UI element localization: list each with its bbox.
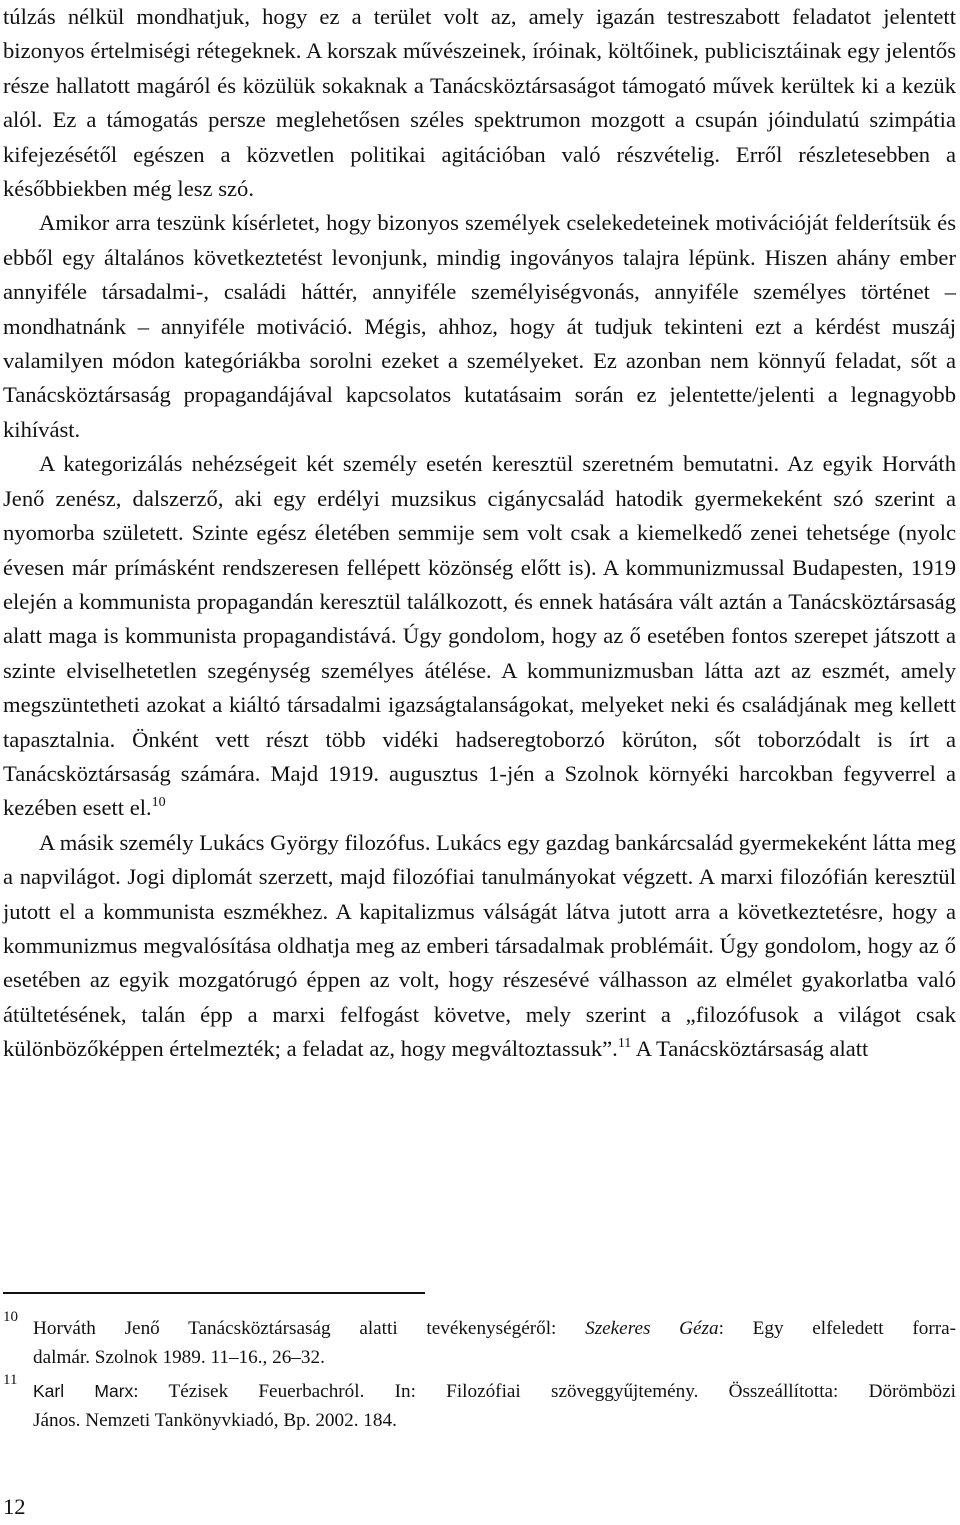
footnote-author: Karl Marx bbox=[33, 1381, 134, 1401]
paragraph-4 bbox=[3, 826, 956, 1067]
paragraph-3 bbox=[3, 447, 956, 825]
footnote-10 bbox=[3, 1309, 956, 1372]
footnote-line: dalmár. Szolnok 1989. 11–16., 26–32. bbox=[33, 1347, 325, 1368]
footnote-number: 11 bbox=[3, 1372, 18, 1388]
paragraph-4-continuation: A Tanácsköztársaság alatt bbox=[631, 1036, 869, 1062]
paragraph-4-text: A másik személy Lukács György filozófus. Lukács egy gazdag bankárcsalád gyermekeként látta meg a napvilágot. Jogi diplomát szerzett, majd filozófiai tanulmányokat végzett. A marxi filozófián keresztül jutott el a kommunista eszmékhez. A kapitalizmus válságát látva jutott arra a következtetésre, hogy a kommunizmus megvalósítása oldhatja meg az emberi társadalmak problémáit. Úgy gondolom, hogy az ő esetében az egyik mozgatórugó éppen az volt, hogy részesévé válhasson az elmélet gyakorlatba való átültetésének, talán épp a marxi felfogást követve, mely szerint a „filozófusok a világot csak különbözőképpen értelmezték; a feladat az, hogy megváltoztassuk”. bbox=[3, 829, 956, 1062]
page-number: 12 bbox=[3, 1494, 26, 1519]
footnote-number: 10 bbox=[3, 1309, 18, 1325]
footnotes bbox=[3, 1309, 956, 1440]
footnote-ref-11[interactable]: 11 bbox=[617, 1036, 632, 1052]
paragraph-1: túlzás nélkül mondhatjuk, hogy ez a terület volt az, amely igazán testreszabott feladatot jelentett bizonyos értelmiségi rétegeknek. A korszak művészeinek, íróinak, költőinek, publicisztáinak egy jelentős része hallatott magáról és közülük sokaknak a Tanácsköztársaságot támogató művek kerültek ki a kezük alól. Ez a támogatás persze meglehetősen széles spektrumon mozgott a csupán jóindulatú szimpátia kifejezésétől egészen a közvetlen politikai agitációban való részvételig. Erről részletesebben a későbbiekben még lesz szó. bbox=[3, 4, 956, 202]
footnote-text: : Egy elfeledett forra- bbox=[718, 1318, 956, 1339]
footnote-line bbox=[33, 1377, 956, 1406]
footnote-line bbox=[33, 1314, 956, 1343]
footnote-text: Horváth Jenő Tanácsköztársaság alatti tevékenységéről: bbox=[33, 1318, 586, 1339]
body-text bbox=[3, 0, 956, 1067]
footnote-text: : Tézisek Feuerbachról. In: Filozófiai szöveggyűjtemény. Összeállította: Dörömbözi bbox=[133, 1381, 956, 1402]
footnote-author: Szekeres Géza bbox=[585, 1318, 719, 1339]
paragraph-3-text: A kategorizálás nehézségeit két személy esetén keresztül szeretném bemutatni. Az egyik Horváth Jenő zenész, dalszerző, aki egy erdélyi muzsikus cigánycsalád hatodik gyermekeként szó szerint a nyomorba született. Szinte egész életében semmije sem volt csak a kiemelkedő zenei tehetsége (nyolc évesen már prímásként rendszeresen fellépett közönség előtt is). A kommunizmussal Budapesten, 1919 elején a kommunista propagandán keresztül találkozott, és ennek hatására vált aztán a Tanácsköztársaság alatt maga is kommunista propagandistává. Úgy gondolom, hogy az ő esetében fontos szerepet játszott a szinte elviselhetetlen szegénység személyes átélése. A kommunizmusban látta azt az eszmét, amely megszüntetheti azokat a kiáltó társadalmi igazságtalanságokat, melyeket neki és családjának meg kellett tapasztalnia. Önként vett részt több vidéki hadseregtoborzó körúton, sőt toborzódalt is írt a Tanácsköztársaság számára. Majd 1919. augusztus 1-jén a Szolnok környéki harcokban fegyverrel a kezében esett el. bbox=[3, 451, 956, 821]
footnote-line: János. Nemzeti Tankönyvkiadó, Bp. 2002. 184. bbox=[33, 1410, 397, 1431]
paragraph-2: Amikor arra teszünk kísérletet, hogy bizonyos személyek cselekedeteinek motivációját felderítsük és ebből egy általános következtetést levonjunk, mindig ingoványos talajra lépünk. Hiszen ahány ember annyiféle társadalmi-, családi háttér, annyiféle személyiségvonás, annyiféle személyes történet – mondhatnánk – annyiféle motiváció. Mégis, ahhoz, hogy át tudjuk tekinteni ezt a kérdést muszáj valamilyen módon kategóriákba sorolni ezeket a személyeket. Ez azonban nem könnyű feladat, sőt a Tanácsköztársaság propagandájával kapcsolatos kutatásaim során ez jelentette/jelenti a legnagyobb kihívást. bbox=[3, 210, 956, 442]
footnote-11 bbox=[3, 1372, 956, 1435]
footnote-separator bbox=[3, 1292, 425, 1294]
footnote-ref-10[interactable]: 10 bbox=[151, 795, 166, 811]
